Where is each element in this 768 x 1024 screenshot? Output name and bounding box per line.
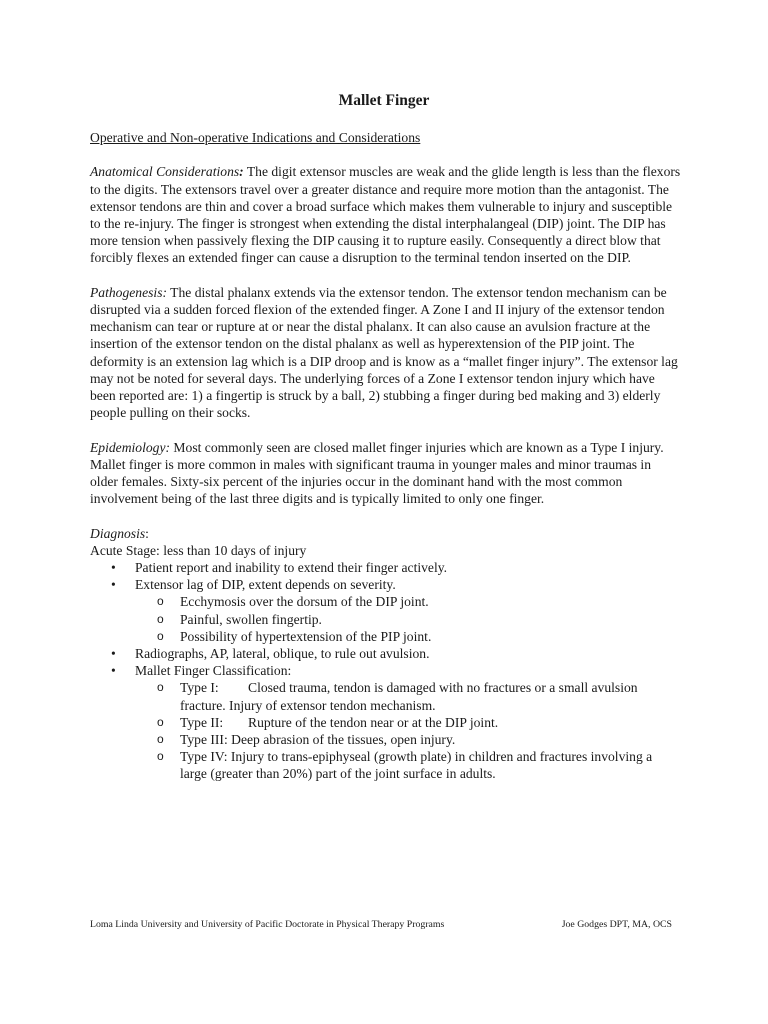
diagnosis-heading: [90, 525, 682, 542]
classification-item: [135, 714, 682, 731]
pathogenesis-paragraph: [90, 284, 682, 422]
list-item: [90, 645, 682, 662]
sub-list-item-text: Possibility of hypertextension of the PIP joint.: [180, 628, 432, 644]
footer-author: Joe Godges DPT, MA, OCS: [561, 919, 672, 930]
document-body: [90, 129, 682, 783]
page-title: Mallet Finger: [338, 92, 430, 109]
classification-type: Type III:: [180, 732, 228, 748]
section-subtitle: Operative and Non-operative Indications and Considerations: [90, 130, 421, 145]
classification-item: [135, 731, 682, 748]
sub-list-item-text: Painful, swollen fingertip.: [180, 611, 322, 627]
bullet-icon: •: [111, 560, 116, 576]
classification-item: [135, 748, 682, 782]
acute-stage-line: Acute Stage: less than 10 days of injury: [90, 542, 307, 558]
classification-text: Rupture of the tendon near or at the DIP joint.: [248, 714, 499, 730]
diagnosis-label: Diagnosis: [90, 525, 146, 541]
classification-type: Type II:: [180, 714, 224, 730]
classification-text: Deep abrasion of the tissues, open injury.: [231, 732, 456, 748]
classification-sublist: [135, 679, 682, 782]
bullet-icon: •: [111, 663, 116, 679]
list-item: [90, 576, 682, 645]
circle-bullet-icon: o: [157, 628, 164, 643]
circle-bullet-icon: o: [157, 680, 164, 695]
bullet-icon: •: [111, 577, 116, 593]
circle-bullet-icon: o: [157, 732, 164, 747]
list-item-text: Radiographs, AP, lateral, oblique, to rule out avulsion.: [135, 646, 430, 662]
classification-item: [135, 679, 682, 713]
diagnosis-list: [90, 559, 682, 783]
epidemiology-label: Epidemiology:: [90, 439, 171, 455]
sub-list-item-text: Ecchymosis over the dorsum of the DIP joint.: [180, 594, 429, 610]
sub-list-item: [135, 628, 682, 645]
classification-type: Type IV:: [180, 749, 228, 765]
anatomical-paragraph: [90, 163, 682, 266]
list-item: [90, 559, 682, 576]
classification-text: Closed trauma, tendon is damaged with no fractures or a small avulsion fracture. Injury of extensor tendon mechanism.: [180, 680, 638, 713]
list-item: [90, 662, 682, 782]
footer-institution: Loma Linda University and University of Pacific Doctorate in Physical Therapy Programs: [90, 919, 445, 930]
diagnosis-colon: :: [145, 525, 149, 541]
circle-bullet-icon: o: [157, 594, 164, 609]
classification-type: Type I:: [180, 680, 219, 696]
circle-bullet-icon: o: [157, 749, 164, 764]
pathogenesis-text: The distal phalanx extends via the extensor tendon. The extensor tendon mechanism can be disrupted via a sudden forced flexion of the extended finger. A Zone I and II injury of the extensor tendon mechanism can tear or rupture at or near the distal phalanx. It can also cause an avulsion fracture at the insertion of the extensor tendon on the distal phalanx as well as hyperextension of the PIP joint. The deformity is an extension lag which is a DIP droop and is know as a “mallet finger injury”. The extensor lag may not be noted for several days. The underlying forces of a Zone I extensor tendon injury which have been reported are: 1) a fingertip is struck by a ball, 2) stubbing a finger during bed making and 3) elderly people pulling on their socks.: [90, 284, 678, 421]
list-item-text: Patient report and inability to extend their finger actively.: [135, 560, 448, 576]
circle-bullet-icon: o: [157, 611, 164, 626]
circle-bullet-icon: o: [157, 714, 164, 729]
sub-list-item: [135, 593, 682, 610]
epidemiology-text: Most commonly seen are closed mallet finger injuries which are known as a Type I injury. Mallet finger is more common in males with significant trauma in younger males and minor traumas in older females. Sixty-six percent of the injuries occur in the dominant hand with the most common involvement being of the last three digits and is typically limited to only one finger.: [90, 439, 664, 507]
list-item-text: Mallet Finger Classification:: [135, 663, 292, 679]
classification-text: Injury to trans-epiphyseal (growth plate) in children and fractures involving a large (greater than 20%) part of the joint surface in adults.: [180, 749, 653, 782]
page-footer: [90, 919, 672, 930]
anatomical-colon: :: [239, 164, 244, 180]
anatomical-text: The digit extensor muscles are weak and the glide length is less than the flexors to the digits. The extensors travel over a greater distance and require more motion than the antagonist. The extensor tendons are thin and cover a broad surface which makes them vulnerable to injury and susceptible to the re-injury. The finger is strongest when extending the distal interphalangeal (DIP) joint. The DIP has more tension when passively flexing the DIP causing it to rupture easily. Consequently a direct blow that forcibly flexes an extended finger can cause a disruption to the terminal tendon inserted on the DIP.: [90, 164, 681, 266]
list-item-text: Extensor lag of DIP, extent depends on severity.: [135, 577, 396, 593]
dip-sublist: [135, 593, 682, 645]
sub-list-item: [135, 611, 682, 628]
pathogenesis-label: Pathogenesis:: [90, 284, 168, 300]
anatomical-label: Anatomical Considerations: [90, 164, 240, 180]
bullet-icon: •: [111, 646, 116, 662]
epidemiology-paragraph: [90, 439, 682, 508]
